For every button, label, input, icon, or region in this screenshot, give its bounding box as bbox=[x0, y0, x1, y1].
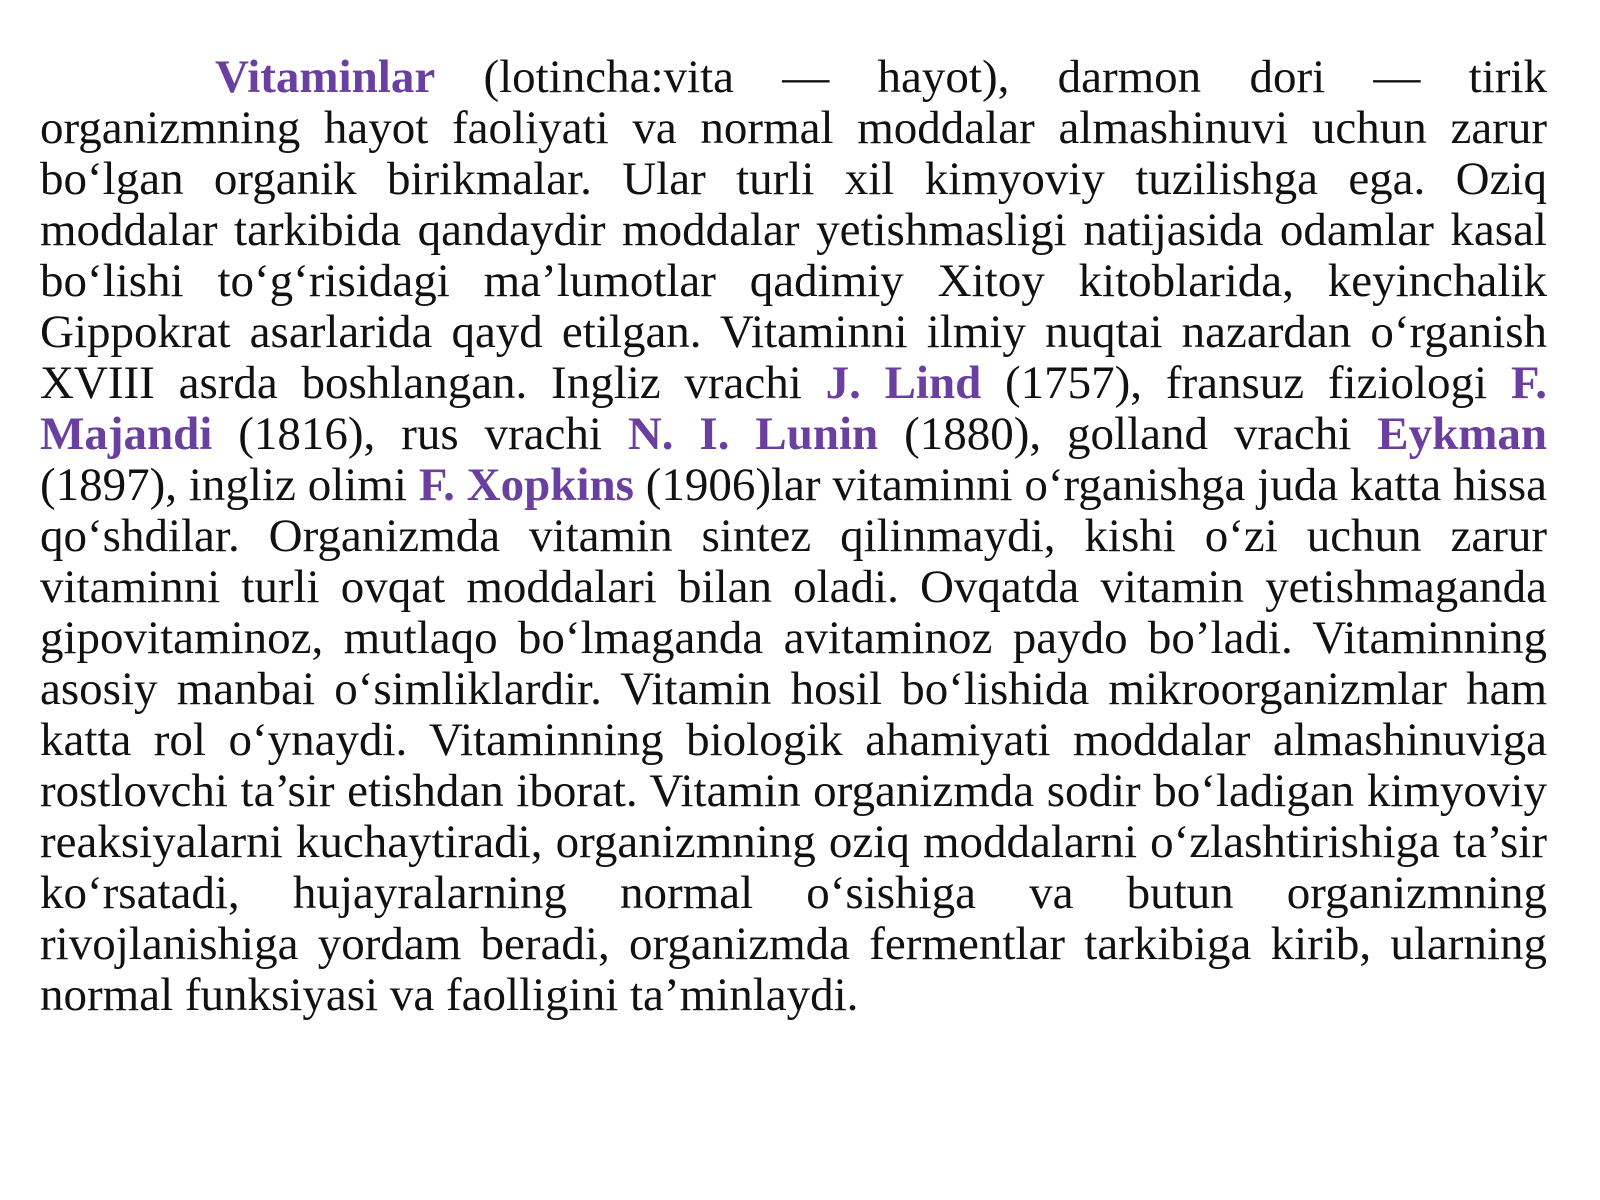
term-vitaminlar: Vitaminlar bbox=[215, 52, 436, 103]
text-segment: (1757), fransuz fiziologi bbox=[981, 357, 1511, 409]
text-segment: (lotincha:vita — hayot), darmon dori — tirik organizmning hayot faoliyati va normal moddalar almashinuvi uchun zarur bo‘lgan organik birikmalar. Ular turli xil kimyoviy tuzilishga ega. Oziq moddalar tarkibida qandaydir moddalar yetishmasligi natijasida odamlar kasal bo‘lishi to‘g‘risidagi ma’lumotlar qadimiy Xitoy kitoblarida, keyinchalik Gippokrat asarlarida qayd etilgan. Vitaminni ilmiy nuqtai nazardan o‘rganish XVIII asrda boshlangan. Ingliz vrachi bbox=[40, 52, 1547, 409]
name-majandi: F. Majandi bbox=[40, 357, 1547, 460]
vitamin-paragraph bbox=[40, 52, 1547, 1021]
text-segment: (1880), golland vrachi bbox=[878, 408, 1378, 460]
slide-content bbox=[40, 52, 1547, 1192]
name-xopkins: F. Xopkins bbox=[418, 459, 634, 511]
text-segment: (1816), rus vrachi bbox=[212, 408, 628, 460]
name-eykman: Eykman bbox=[1377, 408, 1547, 460]
name-lind: J. Lind bbox=[825, 357, 982, 409]
text-segment: (1906)lar vitaminni o‘rganishga juda katta hissa qo‘shdilar. Organizmda vitamin sintez qilinmaydi, kishi o‘zi uchun zarur vitaminni turli ovqat moddalari bilan oladi. Ovqatda vitamin yetishmaganda gipovitaminoz, mutlaqo bo‘lmaganda avitaminoz paydo bo’ladi. Vitaminning asosiy manbai o‘simliklardir. Vitamin hosil bo‘lishida mikroorganizmlar ham katta rol o‘ynaydi. Vitaminning biologik ahamiyati moddalar almashinuviga rostlovchi ta’sir etishdan iborat. Vitamin organizmda sodir bo‘ladigan kimyoviy reaksiyalarni kuchaytiradi, organizmning oziq moddalarni o‘zlashtirishiga ta’sir ko‘rsatadi, hujayralarning normal o‘sishiga va butun organizmning rivojlanishiga yordam beradi, organizmda fermentlar tarkibiga kirib, ularning normal funksiyasi va faolligini ta’minlaydi. bbox=[40, 459, 1547, 1021]
name-lunin: N. I. Lunin bbox=[627, 408, 879, 460]
text-segment: (1897), ingliz olimi bbox=[40, 459, 419, 511]
